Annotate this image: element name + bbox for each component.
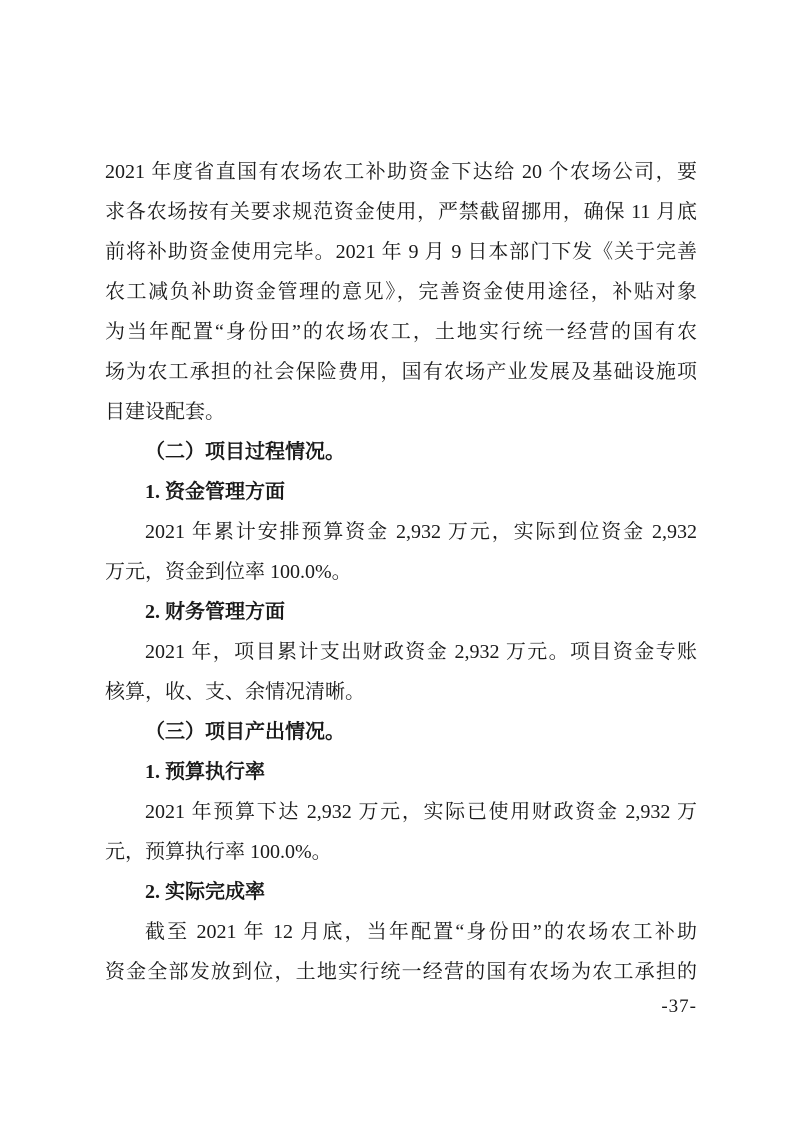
paragraph-line: 2021 年，项目累计支出财政资金 2,932 万元。项目资金专账: [145, 641, 697, 663]
heading-actual-completion-rate: 2. 实际完成率: [145, 881, 265, 903]
heading-fund-management: 1. 资金管理方面: [145, 481, 285, 503]
paragraph-line: 为当年配置“身份田”的农场农工，土地实行统一经营的国有农: [105, 321, 697, 343]
page-number: -37-: [661, 996, 697, 1017]
paragraph-line: 2021 年累计安排预算资金 2,932 万元，实际到位资金 2,932: [145, 521, 697, 543]
paragraph-line: 场为农工承担的社会保险费用，国有农场产业发展及基础设施项: [105, 361, 697, 383]
paragraph-line: 万元，资金到位率 100.0%。: [105, 561, 352, 583]
document-body: [105, 152, 697, 992]
paragraph-line: 农工减负补助资金管理的意见》，完善资金使用途径，补贴对象: [105, 281, 697, 303]
paragraph-line: 资金全部发放到位，土地实行统一经营的国有农场为农工承担的: [105, 961, 697, 983]
paragraph-line: 求各农场按有关要求规范资金使用，严禁截留挪用，确保 11 月底: [105, 201, 697, 223]
heading-project-process: （二）项目过程情况。: [145, 441, 345, 463]
paragraph-line: 2021 年预算下达 2,932 万元，实际已使用财政资金 2,932 万: [145, 801, 697, 823]
heading-budget-execution-rate: 1. 预算执行率: [145, 761, 265, 783]
paragraph-line: 2021 年度省直国有农场农工补助资金下达给 20 个农场公司，要: [105, 161, 697, 183]
paragraph-line: 核算，收、支、余情况清晰。: [105, 681, 365, 703]
heading-financial-management: 2. 财务管理方面: [145, 601, 285, 623]
paragraph-line: 目建设配套。: [105, 401, 225, 423]
paragraph-line: 元，预算执行率 100.0%。: [105, 841, 332, 863]
heading-project-output: （三）项目产出情况。: [145, 721, 345, 743]
paragraph-line: 前将补助资金使用完毕。2021 年 9 月 9 日本部门下发《关于完善: [105, 241, 697, 263]
paragraph-line: 截至 2021 年 12 月底，当年配置“身份田”的农场农工补助: [145, 921, 697, 943]
